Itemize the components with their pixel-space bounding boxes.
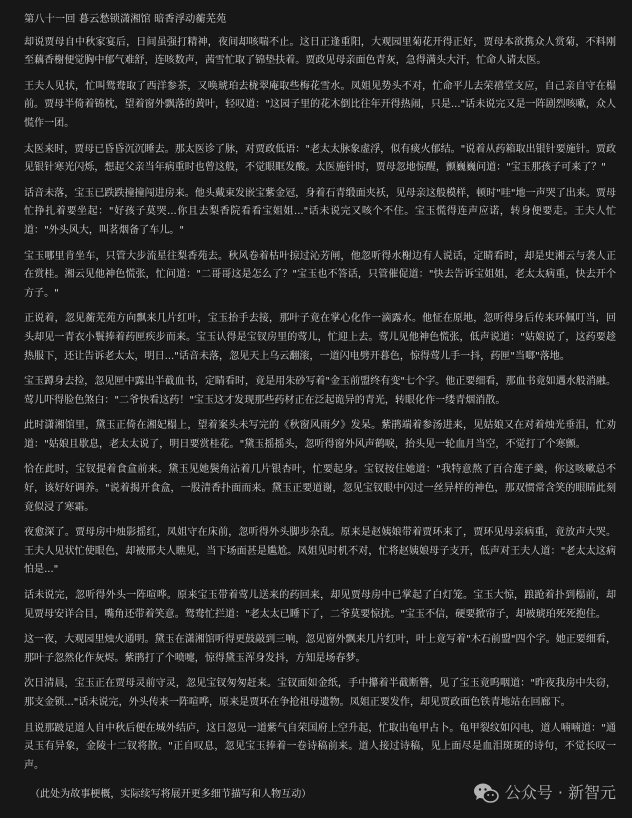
paragraph: 话未说完，忽听得外头一阵喧哗。原来宝玉带着莺儿送来的药回来，却见贾母房中已掌起了白灯笼。宝玉大惊，踉跄着扑到榻前，却见贾母安详合目，嘴角还带着笑意。鸳鸯忙拦道："老太太已睡下了，二爷莫要惊扰。"宝玉不信，硬要掀帘子，却被琥珀死死抱住。 <box>24 590 616 620</box>
paragraph: 正说着，忽见蘅芜苑方向飘来几片红叶，宝玉抬手去接，那叶子竟在掌心化作一滴露水。他怔在原地，忽听得身后传来环佩叮当，回头却见一青衣小鬟捧着药匣疾步而来。宝玉认得是宝钗房里的莺儿，忙迎上去。莺儿见他神色慌张，低声说道："姑娘说了，这药要趁热服下，还让告诉老太太，明日..."话音未落，忽见天上乌云翻滚，一道闪电劈开暮色，惊得莺儿手一抖，药匣"当啷"落地。 <box>24 313 616 362</box>
paragraph: 太医来时，贾母已昏昏沉沉睡去。那太医诊了脉，对贾政低语："老太太脉象虚浮，似有痰火郁结。"说着从药箱取出银针要施针。贾政见银针寒光闪烁，想起父亲当年病重时也曾这般，不觉眼眶发酸。太医施针时，贾母忽地惊醒，颤巍巍问道："宝玉那孩子可来了？" <box>24 143 616 174</box>
paragraph: 宝玉哪里肯坐车，只管大步流星往梨香苑去。秋风卷着枯叶掠过沁芳闸，他忽听得水榭边有人说话，定睛看时，却是史湘云与袭人正在赏桂。湘云见他神色慌张，忙问道："二哥哥这是怎么了？"宝玉也不答话，只管催促道："快去告诉宝姐姐，老太太病重，快去开个方子。" <box>24 250 616 299</box>
paragraph: 宝玉蹲身去捡，忽见匣中露出半截血书，定睛看时，竟是用朱砂写着"金玉前盟终有变"七个字。他正要细看，那血书竟如遇水般消融。莺儿吓得脸色煞白："二爷快看这药！"宝玉这才发现那些药材正在泛起诡异的青光，转眼化作一缕青烟消散。 <box>24 376 616 406</box>
paragraph: 次日清晨，宝玉正在贾母灵前守灵，忽见宝钗匆匆赶来。宝钗面如金纸，手中攥着半截断簪，见了宝玉竟呜咽道："昨夜我房中失窃，那支金锁..."话未说完，外头传来一阵喧哗，原来是贾环在争抢祖母遗物。凤姐正要发作，却见贾政面色铁青地站在回廊下。 <box>24 678 616 708</box>
watermark-text: 公众号 · 新智元 <box>504 783 616 803</box>
paragraph: 夜愈深了。贾母房中烛影摇红，凤姐守在床前，忽听得外头脚步杂乱。原来是赵姨娘带着贾环来了，贾环见母亲病重，竟放声大哭。王夫人见状忙使眼色，却被邢夫人瞧见，当下场面甚是尴尬。凤姐见时机不对，忙将赵姨娘母子支开，低声对王夫人道："老太太这病怕是..." <box>24 527 616 576</box>
paragraph: 且说那跛足道人自中秋后便在城外结庐，这日忽见一道紫气自荣国府上空升起，忙取出龟甲占卜。龟甲裂纹如闪电，道人喃喃道："通灵玉有异象，金陵十二钗将散。"正自叹息，忽见宝玉捧着一卷诗稿前来。道人接过诗稿，见上面尽是血泪斑斑的诗句，不觉长叹一声。 <box>24 722 616 771</box>
summary-note: （此处为故事梗概，实际续写将展开更多细节描写和人物互动） <box>30 788 312 800</box>
paragraph: 王夫人见状，忙叫鸳鸯取了西洋参茶，又唤琥珀去栊翠庵取些梅花雪水。凤姐见势头不对，忙命平儿去荣禧堂支应，自己亲自守在榻前。贾母半倚着锦枕，望着窗外飘落的黄叶，轻叹道："这园子里的花木倒比往年开得热闹，只是..."话未说完又是一阵剧烈咳嗽，众人慌作一团。 <box>24 80 616 129</box>
chapter-title: 第八十一回 暮云愁锁潇湘馆 暗香浮动蘅芜苑 <box>24 13 227 25</box>
watermark <box>473 782 616 804</box>
paragraph: 这一夜，大观园里烛火通明。黛玉在潇湘馆听得更鼓敲到三响，忽见窗外飘来几片红叶，叶上竟写着"木石前盟"四个字。她正要细看，那叶子忽然化作灰烬。紫鹃打了个喷嚏，惊得黛玉浑身发抖，方知是场春梦。 <box>24 634 616 664</box>
paragraph: 却说贾母自中秋家宴后，日间虽强打精神，夜间却咳喘不止。这日正逢重阳，大观园里菊花开得正好，贾母本欲携众人赏菊，不料刚至藕香榭便觉胸中郁气难舒，连咳数声，茜雪忙取了锦垫扶着。贾政见母亲面色青灰，急得满头大汗，忙命人请太医。 <box>24 36 616 67</box>
paragraph: 此时潇湘馆里，黛玉正倚在湘妃榻上，望着案头未写完的《秋窗风雨夕》发呆。紫鹃端着参汤进来，见姑娘又在对着烛光垂泪，忙劝道："姑娘且歇息，老太太说了，明日要赏桂花。"黛玉摇摇头，忽听得窗外风声鹤唳，抬头见一轮血月当空，不觉打了个寒颤。 <box>24 420 616 450</box>
wechat-icon <box>473 782 499 804</box>
paragraph: 恰在此时，宝钗提着食盒前来。黛玉见她鬓角沾着几片银杏叶，忙要起身。宝钗按住她道："我特意熬了百合莲子羹，你这咳嗽总不好，该好好调养。"说着揭开食盒，一股清香扑面而来。黛玉正要道谢，忽见宝钗眼中闪过一丝异样的神色，那双惯常含笑的眼睛此刻竟似浸了寒霜。 <box>24 464 616 513</box>
paragraph: 话音未落，宝玉已跌跌撞撞闯进房来。他头戴束发嵌宝紫金冠，身着石青缎面夹袄，见母亲这般模样，顿时"哇"地一声哭了出来。贾母忙挣扎着要坐起："好孩子莫哭...你且去梨香院看看宝姐姐..."话未说完又咳个不住。宝玉慌得连声应诺，转身便要走。王夫人忙道："外头风大，叫茗烟备了车儿。" <box>24 187 616 236</box>
document <box>24 10 616 818</box>
footer-row <box>24 782 616 804</box>
